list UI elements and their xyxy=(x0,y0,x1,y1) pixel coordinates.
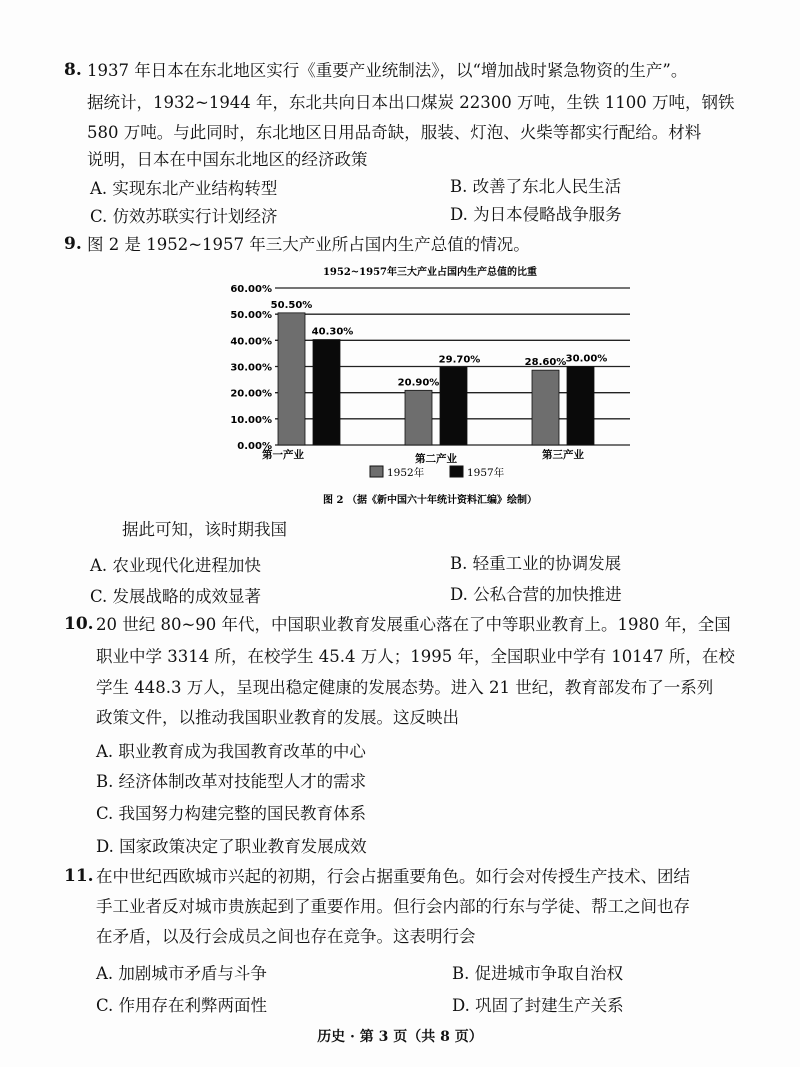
legend-label: 1957年 xyxy=(467,467,505,479)
y-tick-label: 0.00% xyxy=(237,441,272,452)
option-a[interactable]: A. 职业教育成为我国教育改革的中心 xyxy=(96,742,366,761)
question-text: 职业中学 3314 所，在校学生 45.4 万人；1995 年，全国职业中学有 10147 所，在校 xyxy=(96,647,735,666)
bar-1952年 xyxy=(532,370,559,445)
data-label: 28.60% xyxy=(524,357,567,369)
question-number: 8. xyxy=(64,60,82,80)
figure-caption: 图 2 （据《新中国六十年统计资料汇编》绘制） xyxy=(323,495,537,506)
data-label: 30.00% xyxy=(565,353,608,365)
question-text: 据统计，1932~1944 年，东北共向日本出口煤炭 22300 万吨，生铁 1100 万吨，钢铁 xyxy=(87,93,735,112)
option-d[interactable]: D. 为日本侵略战争服务 xyxy=(450,205,622,224)
option-b[interactable]: B. 促进城市争取自治权 xyxy=(452,964,624,983)
y-tick-label: 50.00% xyxy=(230,310,272,322)
bar-1952年 xyxy=(278,313,305,445)
question-text: 580 万吨。与此同时，东北地区日用品奇缺，服装、灯泡、火柴等都实行配给。材料 xyxy=(87,123,702,142)
bar-1957年 xyxy=(440,367,467,445)
option-d[interactable]: D. 巩固了封建生产关系 xyxy=(452,996,624,1015)
y-tick-label: 60.00% xyxy=(230,284,272,295)
question-text: 1937 年日本在东北地区实行《重要产业统制法》，以“增加战时紧急物资的生产”。 xyxy=(87,61,688,80)
bar-1957年 xyxy=(567,367,594,446)
page-footer: 历史 · 第 3 页（共 8 页） xyxy=(317,1029,483,1045)
question-text: 在中世纪西欧城市兴起的初期，行会占据重要角色。如行会对传授生产技术、团结 xyxy=(96,867,690,886)
question-text: 手工业者反对城市贵族起到了重要作用。但行会内部的行东与学徒、帮工之间也存 xyxy=(96,897,690,916)
legend-label: 1952年 xyxy=(387,467,425,479)
option-d[interactable]: D. 公私合营的加快推进 xyxy=(450,585,622,604)
question-text: 图 2 是 1952~1957 年三大产业所占国内生产总值的情况。 xyxy=(87,235,530,254)
question-text: 政策文件，以推动我国职业教育的发展。这反映出 xyxy=(96,708,459,727)
question-text: 20 世纪 80~90 年代，中国职业教育发展重心落在了中等职业教育上。1980 年，全国 xyxy=(96,615,731,634)
question-number: 9. xyxy=(64,234,82,254)
bar-1952年 xyxy=(405,390,432,445)
y-tick-label: 30.00% xyxy=(230,362,272,374)
option-a[interactable]: A. 加剧城市矛盾与斗争 xyxy=(96,964,267,983)
option-c[interactable]: C. 作用存在利弊两面性 xyxy=(96,996,268,1015)
question-text: 在矛盾，以及行会成员之间也存在竞争。这表明行会 xyxy=(96,927,476,946)
option-c[interactable]: C. 我国努力构建完整的国民教育体系 xyxy=(96,804,367,823)
y-tick-label: 10.00% xyxy=(230,414,272,426)
x-tick-label: 第一产业 xyxy=(262,449,304,461)
chart-title: 1952~1957年三大产业占国内生产总值的比重 xyxy=(322,267,538,278)
question-text: 学生 448.3 万人，呈现出稳定健康的发展态势。进入 21 世纪，教育部发布了一系列 xyxy=(96,678,714,697)
legend-swatch xyxy=(450,466,463,477)
legend-swatch xyxy=(370,466,383,477)
option-d[interactable]: D. 国家政策决定了职业教育发展成效 xyxy=(96,837,367,856)
bar-chart xyxy=(200,262,660,512)
option-b[interactable]: B. 改善了东北人民生活 xyxy=(450,177,622,196)
option-c[interactable]: C. 仿效苏联实行计划经济 xyxy=(90,207,278,226)
data-label: 29.70% xyxy=(438,354,481,366)
question-number: 11. xyxy=(64,866,94,886)
question-text: 说明，日本在中国东北地区的经济政策 xyxy=(87,150,368,169)
y-tick-label: 40.00% xyxy=(230,336,272,348)
data-label: 50.50% xyxy=(270,299,313,311)
option-a[interactable]: A. 实现东北产业结构转型 xyxy=(90,179,278,198)
question-stem: 据此可知，该时期我国 xyxy=(122,520,287,539)
question-number: 10. xyxy=(64,614,94,634)
option-a[interactable]: A. 农业现代化进程加快 xyxy=(90,556,261,575)
option-b[interactable]: B. 轻重工业的协调发展 xyxy=(450,554,622,573)
option-c[interactable]: C. 发展战略的成效显著 xyxy=(90,587,262,606)
x-tick-label: 第二产业 xyxy=(415,453,457,465)
x-tick-label: 第三产业 xyxy=(542,449,584,461)
data-label: 40.30% xyxy=(311,326,354,338)
y-tick-label: 20.00% xyxy=(230,388,272,400)
data-label: 20.90% xyxy=(397,377,440,389)
option-b[interactable]: B. 经济体制改革对技能型人才的需求 xyxy=(96,772,367,791)
bar-1957年 xyxy=(313,340,340,445)
